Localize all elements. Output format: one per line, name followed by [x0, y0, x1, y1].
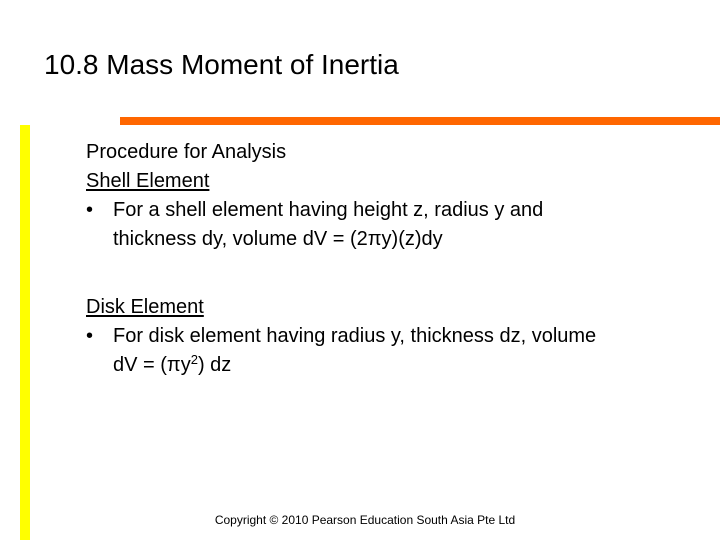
disk-bullet-text [113, 322, 706, 380]
shell-bullet-text [113, 196, 706, 254]
shell-element-heading: Shell Element [86, 170, 210, 192]
procedure-heading: Procedure for Analysis [86, 141, 287, 163]
copyright-footer: Copyright © 2010 Pearson Education South Asia Pte Ltd [214, 513, 516, 527]
shell-bullet-line-2: thickness dy, volume dV = (2πy)(z)dy [113, 228, 443, 250]
bullet-symbol: • [86, 325, 94, 347]
disk-formula-exponent: 2 [190, 352, 198, 367]
shell-element-bullet [86, 196, 706, 254]
slide-body [86, 138, 706, 380]
disk-bullet-line-1: For disk element having radius y, thickness dz, volume [113, 325, 597, 347]
shell-bullet-line-1: For a shell element having height z, radius y and [113, 199, 544, 221]
disk-element-heading: Disk Element [86, 296, 204, 318]
disk-bullet-line-2 [113, 351, 706, 380]
disk-formula-prefix: dV = (πy [113, 354, 191, 376]
slide-title: 10.8 Mass Moment of Inertia [44, 49, 399, 80]
orange-accent-bar [120, 117, 720, 125]
bullet-symbol: • [86, 199, 94, 221]
spacer [86, 254, 706, 293]
disk-formula-suffix: ) dz [197, 354, 232, 376]
yellow-accent-bar [20, 125, 30, 540]
disk-element-bullet [86, 322, 706, 380]
